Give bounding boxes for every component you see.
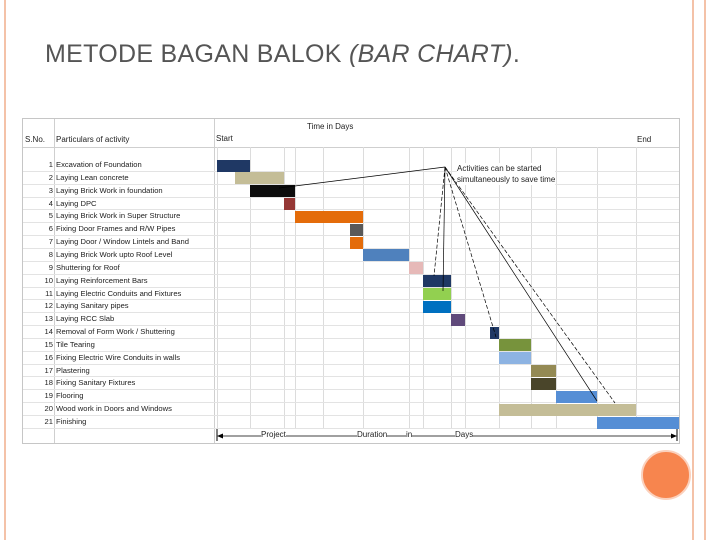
activity-number: 2 [48,172,53,182]
activity-number: 4 [48,198,53,208]
note-line-2: simultaneously to save time [457,175,556,184]
activity-number: 11 [45,288,53,298]
header-particulars: Particulars of activity [56,135,130,144]
title-italic: (BAR CHART) [348,40,513,68]
activity-label: Laying DPC [56,198,97,208]
activity-label: Laying Lean concrete [56,172,129,182]
note-line-1: Activities can be started [457,164,542,173]
activity-label: Fixing Sanitary Fixtures [56,378,136,388]
pointer-line-4 [445,167,496,337]
chart-annotations [23,119,679,443]
activity-number: 3 [48,185,53,195]
header-time-in-days: Time in Days [307,122,354,131]
activity-number: 15 [44,339,53,349]
activity-label: Fixing Electric Wire Conduits in walls [56,352,181,362]
activity-label: Laying Brick Work in Super Structure [56,211,181,221]
header-start: Start [216,134,233,143]
activity-label: Excavation of Foundation [56,160,142,169]
activity-label: Tile Tearing [56,339,95,349]
arrow-head-left [217,434,223,439]
bar-chart-image [22,118,680,444]
activity-label: Fixing Door Frames and R/W Pipes [56,224,176,234]
activity-number: 21 [44,417,53,426]
activity-label: Wood work in Doors and Windows [56,404,172,414]
header-end: End [637,135,652,144]
activity-label: Laying Brick Work upto Roof Level [56,249,173,259]
slide-title [45,40,520,69]
activity-number: 20 [44,404,53,414]
slide-border-right-line-1 [692,0,694,540]
activity-label: Finishing [56,417,87,426]
bottom-label-days: Days [455,430,474,439]
activity-number: 19 [44,391,53,401]
activity-number: 5 [48,211,53,221]
activity-number: 18 [44,378,53,388]
arrow-head-right [671,434,677,439]
title-end: . [512,40,521,68]
activity-number: 1 [48,160,53,169]
activity-number: 6 [48,224,53,234]
pointer-line-1 [279,167,445,188]
activity-label: Plastering [56,365,90,375]
activity-label: Flooring [56,391,84,401]
parallel-activities-note [457,163,555,185]
slide-border-right-line-2 [704,0,706,540]
activity-number: 8 [48,249,53,259]
activity-label: Laying Electric Conduits and Fixtures [56,288,182,298]
bottom-label-project: Project [261,430,286,439]
pointer-line-6 [445,167,615,403]
activity-number: 14 [44,327,53,336]
activity-label: Laying Reinforcement Bars [56,275,148,285]
activity-number: 7 [48,237,53,247]
activity-number: 17 [44,365,53,375]
activity-label: Removal of Form Work / Shuttering [56,327,175,336]
activity-number: 13 [44,314,53,324]
activity-number: 16 [44,352,53,362]
activity-number: 10 [44,275,53,285]
activity-number: 9 [48,262,53,272]
decorative-orange-circle [641,450,691,500]
activity-number: 12 [44,301,53,311]
pointer-line-5 [445,167,597,401]
header-sno: S.No. [25,135,46,144]
bottom-label-in: in [406,430,413,439]
title-main: METODE BAGAN BALOK [45,40,349,68]
activity-label: Laying Brick Work in foundation [56,185,163,195]
activity-label: Laying Sanitary pipes [56,301,129,311]
activity-label: Laying RCC Slab [56,314,115,324]
activity-label: Shuttering for Roof [56,262,120,272]
activity-label: Laying Door / Window Lintels and Band [56,237,189,247]
bottom-label-duration: Duration [357,430,388,439]
slide-border-left-line [4,0,6,540]
